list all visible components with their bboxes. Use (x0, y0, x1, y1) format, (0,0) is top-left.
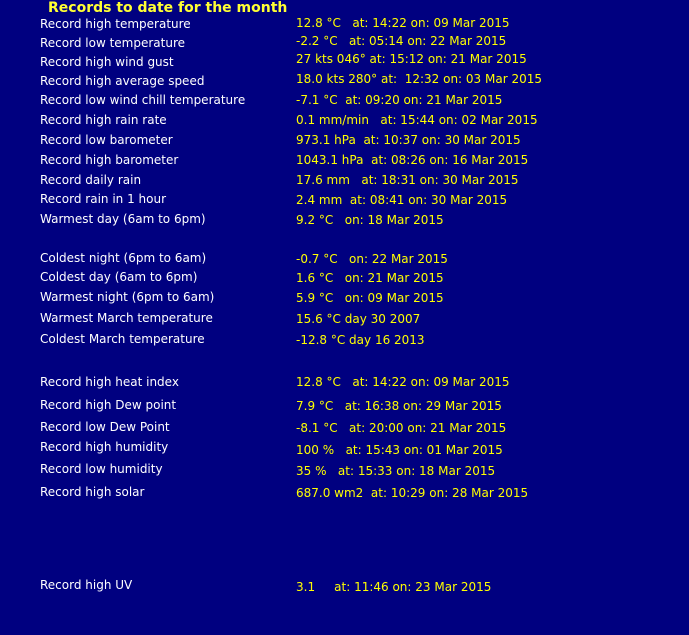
record-value: -12.8 °C day 16 2013 (296, 333, 425, 347)
record-label: Record rain in 1 hour (40, 192, 167, 206)
record-value: 27 kts 046° at: 15:12 on: 21 Mar 2015 (296, 52, 527, 66)
record-label: Coldest day (6am to 6pm) (40, 270, 198, 284)
page-title: Records to date for the month (48, 0, 288, 16)
record-label: Record high barometer (40, 153, 179, 167)
record-value: 12.8 °C at: 14:22 on: 09 Mar 2015 (296, 375, 510, 389)
record-value: 35 % at: 15:33 on: 18 Mar 2015 (296, 464, 496, 478)
record-value: 1.6 °C on: 21 Mar 2015 (296, 271, 444, 285)
record-label: Record high solar (40, 485, 145, 499)
record-label: Warmest day (6am to 6pm) (40, 212, 206, 226)
record-value: -0.7 °C on: 22 Mar 2015 (296, 252, 448, 266)
record-label: Record daily rain (40, 173, 142, 187)
record-label: Coldest March temperature (40, 332, 205, 346)
record-label: Record high average speed (40, 74, 205, 88)
record-value: -8.1 °C at: 20:00 on: 21 Mar 2015 (296, 421, 507, 435)
record-value: 12.8 °C at: 14:22 on: 09 Mar 2015 (296, 16, 510, 30)
record-value: -2.2 °C at: 05:14 on: 22 Mar 2015 (296, 34, 507, 48)
record-label: Record high wind gust (40, 55, 174, 69)
record-label: Coldest night (6pm to 6am) (40, 251, 207, 265)
record-value: 17.6 mm at: 18:31 on: 30 Mar 2015 (296, 173, 519, 187)
record-value: 3.1 at: 11:46 on: 23 Mar 2015 (296, 580, 492, 594)
record-value: 100 % at: 15:43 on: 01 Mar 2015 (296, 443, 503, 457)
record-label: Record high heat index (40, 375, 179, 389)
record-label: Warmest March temperature (40, 311, 213, 325)
record-value: 5.9 °C on: 09 Mar 2015 (296, 291, 444, 305)
record-label: Record low wind chill temperature (40, 93, 246, 107)
record-value: 1043.1 hPa at: 08:26 on: 16 Mar 2015 (296, 153, 529, 167)
record-value: 2.4 mm at: 08:41 on: 30 Mar 2015 (296, 193, 508, 207)
record-value: 973.1 hPa at: 10:37 on: 30 Mar 2015 (296, 133, 521, 147)
record-label: Record low barometer (40, 133, 173, 147)
record-label: Record high rain rate (40, 113, 167, 127)
record-label: Record low Dew Point (40, 420, 170, 434)
record-value: 15.6 °C day 30 2007 (296, 312, 421, 326)
record-label: Record high humidity (40, 440, 169, 454)
record-value: 9.2 °C on: 18 Mar 2015 (296, 213, 444, 227)
record-label: Record high temperature (40, 17, 191, 31)
record-value: -7.1 °C at: 09:20 on: 21 Mar 2015 (296, 93, 503, 107)
record-value: 687.0 wm2 at: 10:29 on: 28 Mar 2015 (296, 486, 529, 500)
record-label: Record high Dew point (40, 398, 177, 412)
record-label: Warmest night (6pm to 6am) (40, 290, 215, 304)
record-label: Record high UV (40, 578, 133, 592)
record-value: 0.1 mm/min at: 15:44 on: 02 Mar 2015 (296, 113, 538, 127)
record-label: Record low humidity (40, 462, 163, 476)
record-value: 7.9 °C at: 16:38 on: 29 Mar 2015 (296, 399, 502, 413)
record-value: 18.0 kts 280° at: 12:32 on: 03 Mar 2015 (296, 72, 542, 86)
record-label: Record low temperature (40, 36, 186, 50)
